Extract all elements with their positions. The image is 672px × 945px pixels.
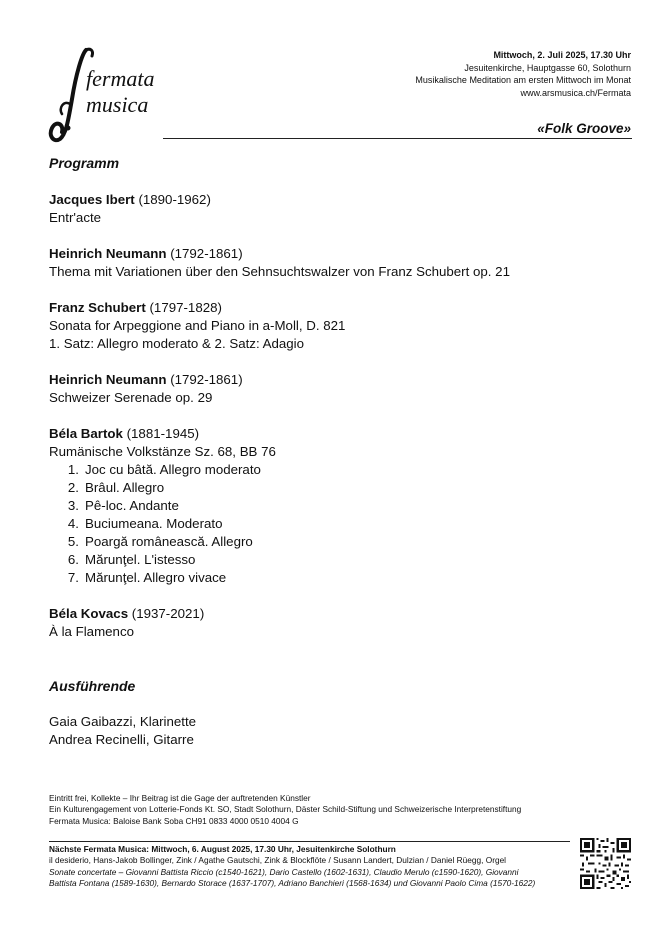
program-list: [49, 191, 629, 659]
movement-item: 7. Mărunţel. Allegro vivace: [67, 570, 227, 585]
performer: Gaia Gaibazzi, Klarinette: [49, 714, 197, 729]
composer-name: Béla Kovacs: [49, 606, 129, 621]
piece-movements: 1. Satz: Allegro moderato & 2. Satz: Adagio: [49, 336, 305, 351]
clef-icon: [46, 44, 164, 146]
program-piece: [49, 425, 629, 587]
website-link[interactable]: www.arsmusica.ch/Fermata: [520, 87, 631, 98]
next-concert-program: Sonate concertate – Giovanni Battista Riccio (c1540-1621), Dario Castello (1602-1631), Claudio Merulo (c1590-1620), Giovanni: [49, 866, 519, 877]
movement-item: 1. Joc cu bâtă. Allegro moderato: [67, 462, 261, 477]
composer-name: Heinrich Neumann: [49, 372, 167, 387]
admission-note: Eintritt frei, Kollekte – Ihr Beitrag ist die Gage der auftretenden Künstler: [49, 793, 311, 803]
next-concert: [49, 844, 579, 890]
composer-years: (1890-1962): [138, 192, 211, 207]
performer: Andrea Recinelli, Gitarre: [49, 732, 194, 747]
composer-name: Heinrich Neumann: [49, 246, 167, 261]
concert-series: Musikalische Meditation am ersten Mittwoch im Monat: [415, 75, 631, 85]
movement-item: 5. Poargă românească. Allegro: [67, 534, 253, 549]
composer-name: Jacques Ibert: [49, 192, 135, 207]
next-concert-program-cont: Battista Fontana (1589-1630), Bernardo Storace (1637-1707), Adriano Banchieri (1568-1634) und Giovanni Paolo Cima (1570-1622): [49, 878, 536, 889]
header-info: [415, 49, 631, 99]
program-piece: [49, 191, 629, 227]
header-divider: [163, 138, 632, 139]
next-concert-ensemble: il desiderio, Hans-Jakob Bollinger, Zink / Agathe Gautschi, Zink & Blockflöte / Susann Landert, Dulzian / Daniel Rüegg, Orgel: [49, 855, 507, 866]
composer-years: (1792-1861): [170, 372, 243, 387]
movement-item: 3. Pê-loc. Andante: [67, 498, 179, 513]
performers-list: [49, 713, 196, 749]
next-concert-heading: Nächste Fermata Musica: Mittwoch, 6. August 2025, 17.30 Uhr, Jesuitenkirche Solothurn: [49, 844, 396, 854]
composer-years: (1937-2021): [131, 606, 205, 621]
movement-item: 4. Buciumeana. Moderato: [67, 516, 223, 531]
program-piece: [49, 371, 629, 407]
concert-date: Mittwoch, 2. Juli 2025, 17.30 Uhr: [493, 50, 631, 60]
piece-title: À la Flamenco: [49, 624, 134, 639]
composer-years: (1881-1945): [126, 426, 200, 441]
program-heading: Programm: [49, 155, 120, 171]
movement-item: 6. Mărunţel. L'istesso: [67, 552, 196, 567]
composer-years: (1797-1828): [149, 300, 222, 315]
footer-notes: [49, 793, 521, 827]
program-piece: [49, 245, 629, 281]
logo-line1: fermata: [86, 66, 155, 91]
footer-divider: [49, 841, 570, 842]
program-piece: [49, 605, 629, 641]
composer-years: (1792-1861): [170, 246, 243, 261]
performers-heading: Ausführende: [49, 678, 136, 694]
concert-location: Jesuitenkirche, Hauptgasse 60, Solothurn: [464, 62, 631, 73]
movement-item: 2. Brâul. Allegro: [67, 480, 165, 495]
sponsor-note: Ein Kulturengagement von Lotterie-Fonds Kt. SO, Stadt Solothurn, Däster Schild-Stiftung und Schweizerische Interpretenstiftung: [49, 804, 522, 815]
logo-line2: musica: [86, 92, 149, 117]
bank-note: Fermata Musica: Baloise Bank Soba CH91 0833 4000 0510 4004 G: [49, 815, 299, 826]
fermata-musica-logo: [46, 44, 164, 146]
piece-title: Sonata for Arpeggione and Piano in a-Moll, D. 821: [49, 318, 346, 333]
qr-code-icon[interactable]: [580, 838, 631, 889]
composer-name: Béla Bartok: [49, 426, 123, 441]
piece-title: Thema mit Variationen über den Sehnsuchtswalzer von Franz Schubert op. 21: [49, 264, 510, 279]
piece-title: Rumänische Volkstänze Sz. 68, BB 76: [49, 444, 276, 459]
concert-title: «Folk Groove»: [537, 121, 631, 136]
program-piece: [49, 299, 629, 353]
composer-name: Franz Schubert: [49, 300, 146, 315]
movement-list: [49, 461, 629, 587]
piece-title: Schweizer Serenade op. 29: [49, 390, 213, 405]
piece-title: Entr'acte: [49, 210, 102, 225]
